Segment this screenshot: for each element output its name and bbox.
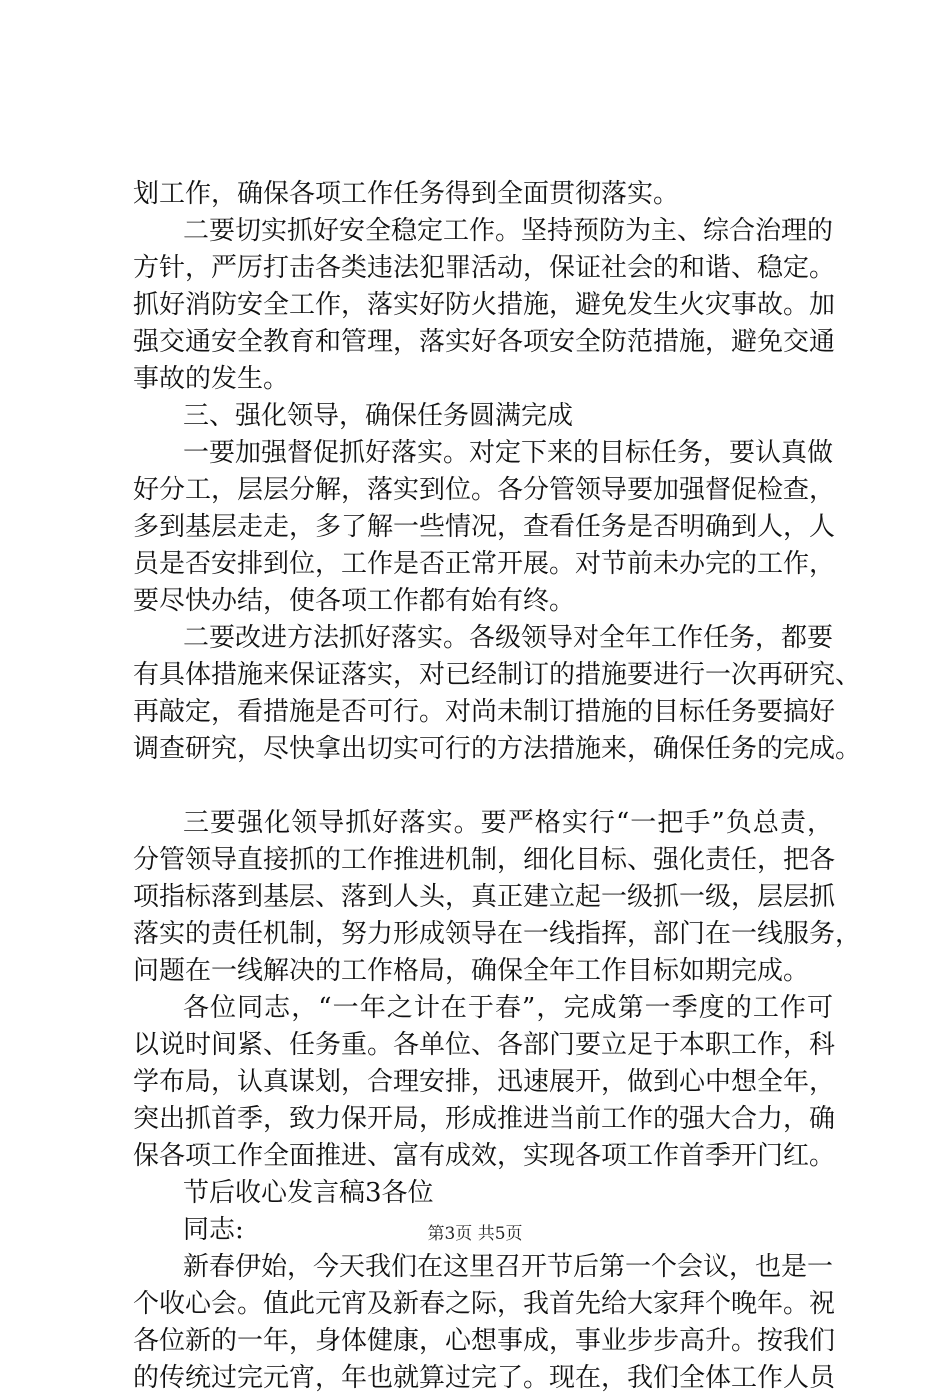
text-line: 新春伊始，今天我们在这里召开节后第一个会议，也是一 [183, 1252, 834, 1282]
text-line: 多到基层走走，多了解一些情况，查看任务是否明确到人，人 [133, 512, 836, 542]
page-number: 第3页 共5页 [427, 1224, 523, 1244]
text-line: 学布局，认真谋划，合理安排，迅速展开，做到心中想全年， [133, 1067, 836, 1097]
text-line: 保各项工作全面推进、富有成效，实现各项工作首季开门红。 [133, 1141, 836, 1171]
text-line: 再敲定，看措施是否可行。对尚未制订措施的目标任务要搞好 [133, 697, 836, 727]
text-line: 个收心会。值此元宵及新春之际，我首先给大家拜个晚年。祝 [133, 1289, 836, 1319]
text-line: 各位同志，“一年之计在于春”，完成第一季度的工作可 [183, 993, 833, 1023]
text-line: 突出抓首季，致力保开局，形成推进当前工作的强大合力，确 [133, 1104, 836, 1134]
text-line: 事故的发生。 [133, 364, 290, 394]
text-line: 项指标落到基层、落到人头，真正建立起一级抓一级，层层抓 [133, 882, 836, 912]
text-line: 员是否安排到位，工作是否正常开展。对节前未办完的工作， [133, 549, 836, 579]
text-line: 要尽快办结，使各项工作都有始有终。 [133, 586, 576, 616]
text-line: 二要切实抓好安全稳定工作。坚持预防为主、综合治理的 [183, 216, 834, 246]
text-line: 同志: [183, 1215, 244, 1245]
paragraph-gap [133, 768, 833, 805]
text-line: 三要强化领导抓好落实。要严格实行“一把手”负总责， [183, 808, 833, 838]
text-line: 以说时间紧、任务重。各单位、各部门要立足于本职工作，科 [133, 1030, 836, 1060]
text-line: 二要改进方法抓好落实。各级领导对全年工作任务，都要 [183, 623, 834, 653]
text-line: 有具体措施来保证落实，对已经制订的措施要进行一次再研究、 [133, 660, 862, 690]
text-line: 方针，严厉打击各类违法犯罪活动，保证社会的和谐、稳定。 [133, 253, 836, 283]
document-body [133, 176, 862, 1397]
text-line: 分管领导直接抓的工作推进机制，细化目标、强化责任，把各 [133, 845, 836, 875]
text-line: 各位新的一年，身体健康，心想事成，事业步步高升。按我们 [133, 1326, 836, 1356]
text-line: 好分工，层层分解，落实到位。各分管领导要加强督促检查， [133, 475, 836, 505]
text-line: 抓好消防安全工作，落实好防火措施，避免发生火灾事故。加 [133, 290, 836, 320]
text-line: 调查研究，尽快拿出切实可行的方法措施来，确保任务的完成。 [133, 734, 862, 764]
text-line: 节后收心发言稿3各位 [183, 1178, 434, 1208]
section-heading: 三、强化领导，确保任务圆满完成 [183, 401, 574, 431]
text-line: 的传统过完元宵，年也就算过完了。现在，我们全体工作人员 [133, 1363, 836, 1393]
text-line: 落实的责任机制，努力形成领导在一线指挥，部门在一线服务， [133, 919, 862, 949]
text-line: 问题在一线解决的工作格局，确保全年工作目标如期完成。 [133, 956, 810, 986]
text-line: 强交通安全教育和管理，落实好各项安全防范措施，避免交通 [133, 327, 836, 357]
text-line: 一要加强督促抓好落实。对定下来的目标任务，要认真做 [183, 438, 834, 468]
text-line: 划工作，确保各项工作任务得到全面贯彻落实。 [133, 179, 680, 209]
